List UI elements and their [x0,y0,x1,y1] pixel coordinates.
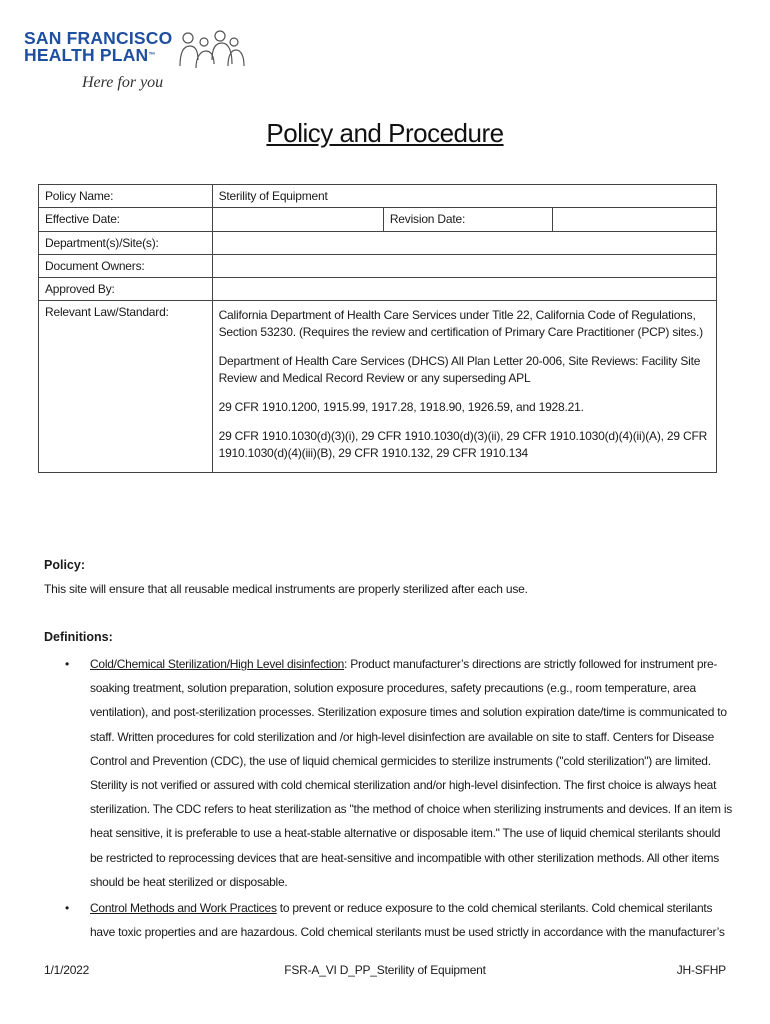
effective-date-value [212,208,383,232]
table-row-policy-name [39,185,717,208]
revision-date-label: Revision Date: [383,208,553,232]
policy-meta-table [38,184,717,473]
logo-line-1: SAN FRANCISCO [24,28,173,48]
policy-name-label: Policy Name: [39,185,213,208]
footer-date: 1/1/2022 [44,963,90,977]
definition-text: : Product manufacturer’s directions are strictly followed for instrument pre-soaking treatment, solution preparation, solution exposure procedures, safety precautions (e.g., room temperature, area ventilation), and post-sterilization processes. Sterilization exposure times and solution expiration date/time is communicated to staff. Written procedures for cold sterilization and /or high-level disinfection are available on site to staff. Centers for Disease Control and Prevention (CDC), the use of liquid chemical germicides to sterilize instruments ("cold sterilization") are limited. Sterility is not verified or assured with cold chemical sterilization and/or high-level disinfection. The first choice is always heat sterilization. The CDC refers to heat sterilization as "the method of choice when sterilizing instruments and devices. If an item is heat sensitive, it is preferable to use a heat-stable alternative or disposable item." The use of liquid chemical sterilants should be restricted to reprocessing devices that are heat-sensitive and incompatible with other sterilization methods. All other items should be heat sterilized or disposable. [90,657,733,889]
policy-heading: Policy: [44,558,85,572]
logo-line-2: HEALTH PLAN [24,45,149,65]
bullet-icon: • [65,901,69,916]
sfhp-logo [24,30,254,96]
effective-date-label: Effective Date: [39,208,213,232]
logo-trademark: ™ [148,52,156,59]
table-row-departments [39,232,717,255]
revision-date-value [553,208,717,232]
table-row-relevant-law [39,301,717,473]
table-row-document-owners [39,255,717,278]
table-row-dates [39,208,717,232]
footer-owner: JH-SFHP [676,963,726,977]
logo-wordmark [24,30,172,64]
family-figures-icon [176,30,248,70]
relevant-law-label: Relevant Law/Standard: [39,301,213,473]
definition-text: to prevent or reduce exposure to the cold chemical sterilants. Cold chemical sterilants have toxic properties and are hazardous. Cold chemical sterilants must be used strictly in accordance with the manufacturer’s [90,901,725,940]
relevant-law-paragraph: Department of Health Care Services (DHCS) All Plan Letter 20-006, Site Reviews: Facility Site Review and Medical Record Review or any superseding APL [218,354,701,385]
relevant-law-value [212,301,716,473]
definitions-list [48,652,732,946]
logo-tagline: Here for you [82,74,164,91]
document-owners-value [212,255,716,278]
page-title: Policy and Procedure [266,118,504,148]
list-item [48,896,732,944]
departments-label: Department(s)/Site(s): [39,232,213,255]
relevant-law-paragraph: 29 CFR 1910.1030(d)(3)(i), 29 CFR 1910.1030(d)(3)(ii), 29 CFR 1910.1030(d)(4)(ii)(A), 29 CFR 1910.1030(d)(4)(iii)(B), 29 CFR 1910.132, 29 CFR 1910.134 [218,429,708,460]
policy-name-value: Sterility of Equipment [212,185,716,208]
document-owners-label: Document Owners: [39,255,213,278]
policy-statement: This site will ensure that all reusable medical instruments are properly sterilized after each use. [44,582,528,596]
bullet-icon: • [65,657,69,671]
relevant-law-paragraph: California Department of Health Care Services under Title 22, California Code of Regulations, Section 53230. (Requires the review and certification of Primary Care Practitioner (PCP) sites.) [218,308,703,339]
footer-doc-id: FSR-A_VI D_PP_Sterility of Equipment [284,963,486,977]
approved-by-value [212,278,716,301]
table-row-approved-by [39,278,717,301]
relevant-law-paragraph: 29 CFR 1910.1200, 1915.99, 1917.28, 1918.90, 1926.59, and 1928.21. [218,400,584,414]
definition-term: Cold/Chemical Sterilization/High Level disinfection [90,657,345,671]
definition-term: Control Methods and Work Practices [90,901,277,916]
approved-by-label: Approved By: [39,278,213,301]
definitions-heading: Definitions: [44,630,113,644]
list-item [48,652,732,894]
departments-value [212,232,716,255]
